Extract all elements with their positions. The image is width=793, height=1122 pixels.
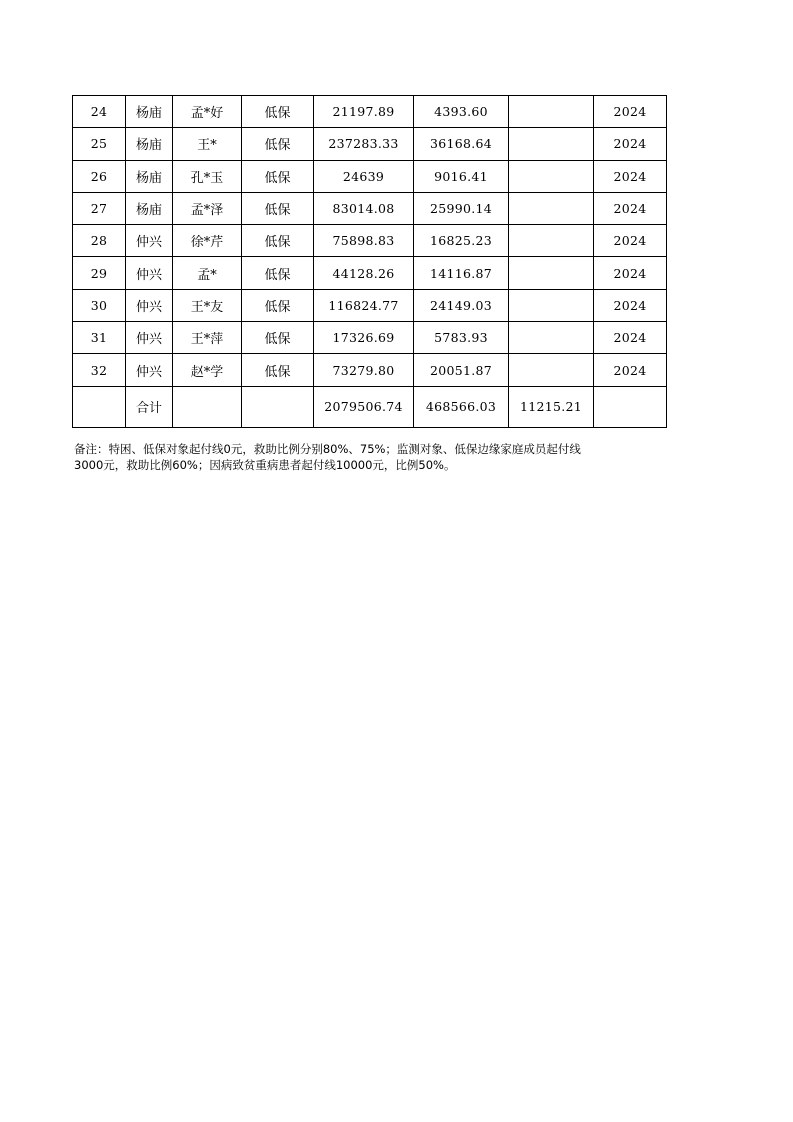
cell-row-number: 28 — [73, 225, 126, 257]
cell-year: 2024 — [594, 128, 667, 160]
cell-category: 低保 — [242, 160, 314, 192]
cell-category: 低保 — [242, 128, 314, 160]
cell-extra-amount — [509, 96, 594, 128]
cell-total-cost: 83014.08 — [314, 192, 414, 224]
table-row — [73, 225, 667, 257]
cell-category: 低保 — [242, 354, 314, 386]
cell-relief-amount: 5783.93 — [414, 322, 509, 354]
cell-total-cost: 17326.69 — [314, 322, 414, 354]
cell-total-cost: 75898.83 — [314, 225, 414, 257]
cell-name: 王*萍 — [173, 322, 242, 354]
cell-town: 杨庙 — [126, 96, 173, 128]
cell-town: 杨庙 — [126, 160, 173, 192]
cell-name: 王* — [173, 128, 242, 160]
cell-year: 2024 — [594, 192, 667, 224]
cell-name: 孔*玉 — [173, 160, 242, 192]
table-row — [73, 160, 667, 192]
cell-relief-amount: 14116.87 — [414, 257, 509, 289]
cell-total-cost: 116824.77 — [314, 289, 414, 321]
cell-empty — [242, 386, 314, 427]
cell-category: 低保 — [242, 225, 314, 257]
cell-town: 仲兴 — [126, 225, 173, 257]
totals-label: 合计 — [126, 386, 173, 427]
table-row — [73, 96, 667, 128]
cell-name: 徐*芹 — [173, 225, 242, 257]
cell-extra-amount — [509, 289, 594, 321]
cell-relief-amount: 4393.60 — [414, 96, 509, 128]
cell-name: 孟*好 — [173, 96, 242, 128]
cell-category: 低保 — [242, 322, 314, 354]
table-row — [73, 257, 667, 289]
cell-relief-amount: 9016.41 — [414, 160, 509, 192]
table-row — [73, 289, 667, 321]
cell-row-number: 27 — [73, 192, 126, 224]
cell-name: 孟* — [173, 257, 242, 289]
cell-extra-amount — [509, 192, 594, 224]
cell-name: 赵*学 — [173, 354, 242, 386]
cell-row-number: 25 — [73, 128, 126, 160]
cell-total-cost: 21197.89 — [314, 96, 414, 128]
cell-row-number: 26 — [73, 160, 126, 192]
cell-relief-amount: 24149.03 — [414, 289, 509, 321]
cell-town: 仲兴 — [126, 322, 173, 354]
cell-town: 杨庙 — [126, 128, 173, 160]
cell-empty — [73, 386, 126, 427]
cell-total-cost: 237283.33 — [314, 128, 414, 160]
cell-relief-amount: 20051.87 — [414, 354, 509, 386]
cell-relief-amount: 16825.23 — [414, 225, 509, 257]
cell-extra-amount — [509, 160, 594, 192]
cell-row-number: 30 — [73, 289, 126, 321]
cell-year: 2024 — [594, 160, 667, 192]
totals-total-cost: 2079506.74 — [314, 386, 414, 427]
table-row — [73, 128, 667, 160]
cell-year: 2024 — [594, 354, 667, 386]
cell-extra-amount — [509, 354, 594, 386]
table-row — [73, 192, 667, 224]
cell-row-number: 24 — [73, 96, 126, 128]
table-row — [73, 322, 667, 354]
cell-year: 2024 — [594, 257, 667, 289]
cell-category: 低保 — [242, 289, 314, 321]
cell-year: 2024 — [594, 96, 667, 128]
cell-relief-amount: 36168.64 — [414, 128, 509, 160]
cell-name: 孟*泽 — [173, 192, 242, 224]
cell-town: 仲兴 — [126, 289, 173, 321]
footnote-line-1: 备注：特困、低保对象起付线0元，救助比例分别80%、75%；监测对象、低保边缘家庭成员起付线 — [74, 442, 581, 456]
cell-town: 仲兴 — [126, 354, 173, 386]
cell-category: 低保 — [242, 96, 314, 128]
cell-year: 2024 — [594, 289, 667, 321]
cell-year: 2024 — [594, 322, 667, 354]
totals-row — [73, 386, 667, 427]
totals-extra-amount: 11215.21 — [509, 386, 594, 427]
cell-row-number: 32 — [73, 354, 126, 386]
cell-total-cost: 73279.80 — [314, 354, 414, 386]
cell-relief-amount: 25990.14 — [414, 192, 509, 224]
cell-row-number: 29 — [73, 257, 126, 289]
cell-category: 低保 — [242, 192, 314, 224]
relief-table — [72, 95, 667, 428]
cell-town: 仲兴 — [126, 257, 173, 289]
table-body — [73, 96, 667, 428]
footnote-line-2: 3000元，救助比例60%；因病致贫重病患者起付线10000元，比例50%。 — [74, 458, 456, 472]
cell-extra-amount — [509, 322, 594, 354]
cell-empty — [594, 386, 667, 427]
totals-relief-amount: 468566.03 — [414, 386, 509, 427]
cell-extra-amount — [509, 225, 594, 257]
cell-extra-amount — [509, 128, 594, 160]
cell-extra-amount — [509, 257, 594, 289]
cell-total-cost: 24639 — [314, 160, 414, 192]
cell-name: 王*友 — [173, 289, 242, 321]
footnote — [74, 441, 674, 473]
cell-town: 杨庙 — [126, 192, 173, 224]
cell-empty — [173, 386, 242, 427]
table-row — [73, 354, 667, 386]
cell-row-number: 31 — [73, 322, 126, 354]
cell-category: 低保 — [242, 257, 314, 289]
cell-year: 2024 — [594, 225, 667, 257]
cell-total-cost: 44128.26 — [314, 257, 414, 289]
